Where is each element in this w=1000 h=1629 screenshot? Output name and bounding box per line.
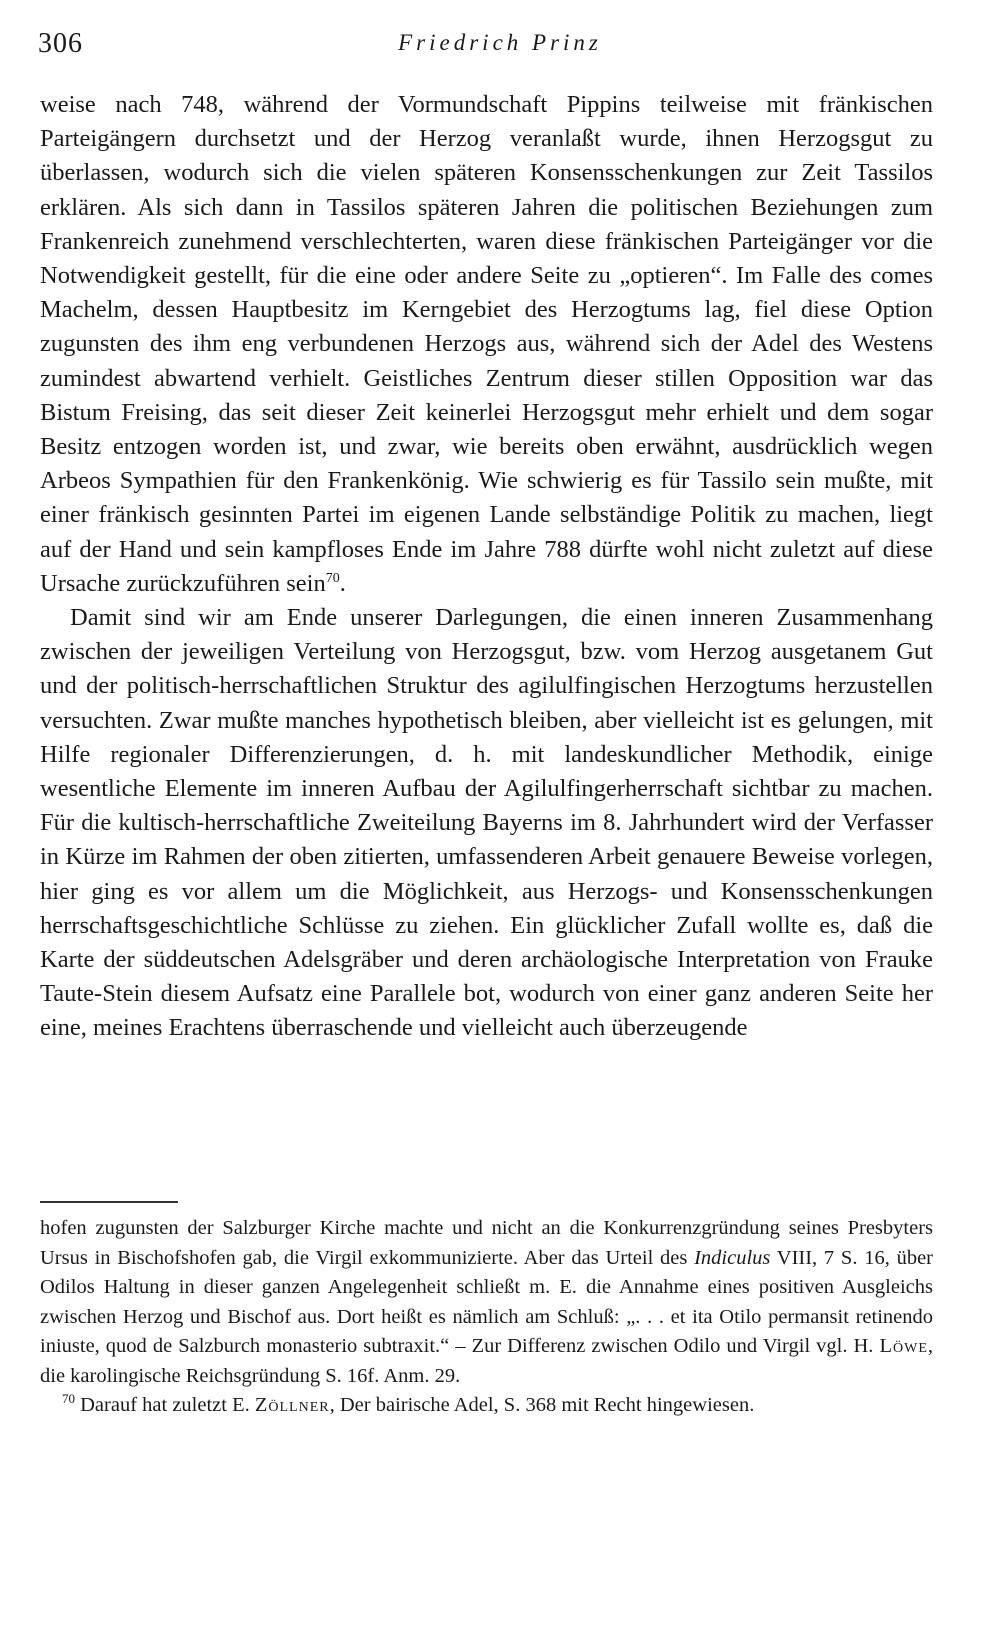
footnote-italic-title: Indiculus	[694, 1246, 771, 1269]
page-number: 306	[38, 28, 83, 59]
footnote-70	[40, 1391, 933, 1421]
footnote-continued-text-2: VIII, 7 S. 16, über Odilos Haltung in dieser ganzen Angelegenheit schließt m. E. die Annahme eines positiven Ausgleichs zwischen Herzog und Bischof aus. Dort heißt es nämlich am Schluß: „. . . et ita Otilo permansit retinendo iniuste, quod de Salzburch monasterio subtraxit.“ – Zur Differenz zwischen Odilo und Virgil vgl. H.	[40, 1246, 933, 1357]
footnote-70-text-1: Darauf hat zuletzt E.	[75, 1394, 255, 1416]
footnote-author-loewe: Löwe	[879, 1335, 928, 1357]
page-header	[0, 0, 1000, 70]
footnotes	[40, 1214, 933, 1421]
footnote-separator	[40, 1201, 178, 1203]
footnote-continued-text-1: hofen zugunsten der Salzburger Kirche machte und nicht an die Konkurrenzgründung seines Presbyters Ursus in Bischofshofen gab, die Virgil exkommunizierte. Aber das Urteil des	[40, 1217, 933, 1269]
footnote-ref-70[interactable]: 70	[325, 570, 340, 586]
main-text	[40, 88, 933, 1046]
paragraph-1-end: .	[339, 569, 346, 597]
paragraph-1	[40, 88, 933, 601]
running-head: Friedrich Prinz	[398, 30, 602, 55]
footnote-continued	[40, 1214, 933, 1391]
footnote-70-text-2: , Der bairische Adel, S. 368 mit Recht hingewiesen.	[329, 1394, 755, 1416]
paragraph-1-text: weise nach 748, während der Vormundschaft Pippins teilweise mit fränkischen Parteigängern durchsetzt und der Herzog veranlaßt wurde, ihnen Herzogsgut zu überlassen, wodurch sich die vielen späteren Konsensschenkungen zur Zeit Tassilos erklären. Als sich dann in Tassilos späteren Jahren die politischen Beziehungen zum Frankenreich zunehmend verschlechterten, waren diese fränkischen Parteigänger vor die Notwendigkeit gestellt, für die eine oder andere Seite zu „optieren“. Im Falle des comes Machelm, dessen Hauptbesitz im Kerngebiet des Herzogtums lag, fiel diese Option zugunsten des ihm eng verbundenen Herzogs aus, während sich der Adel des Westens zumindest abwartend verhielt. Geistliches Zentrum dieser stillen Opposition war das Bistum Freising, das seit dieser Zeit keinerlei Herzogsgut mehr erhielt und dem sogar Besitz entzogen worden ist, und zwar, wie bereits oben erwähnt, ausdrücklich wegen Arbeos Sympathien für den Frankenkönig. Wie schwierig es für Tassilo sein mußte, mit einer fränkisch gesinnten Partei im eigenen Lande selbständige Politik zu machen, liegt auf der Hand und sein kampfloses Ende im Jahre 788 dürfte wohl nicht zuletzt auf diese Ursache zurückzuführen sein	[40, 91, 933, 597]
footnote-70-number: 70	[62, 1391, 75, 1407]
footnote-author-zoellner: Zöllner	[254, 1394, 330, 1416]
paragraph-2: Damit sind wir am Ende unserer Darlegungen, die einen inneren Zusammenhang zwischen der jeweiligen Verteilung von Herzogsgut, bzw. vom Herzog ausgetanem Gut und der politisch-herrschaftlichen Struktur des agilulfingischen Herzogtums herzustellen versuchten. Zwar mußte manches hypothetisch bleiben, aber vielleicht ist es gelungen, mit Hilfe regionaler Differenzierungen, d. h. mit landeskundlicher Methodik, einige wesentliche Elemente im inneren Aufbau der Agilulfingerherrschaft sichtbar zu machen. Für die kultisch-herrschaftliche Zweiteilung Bayerns im 8. Jahrhundert wird der Verfasser in Kürze im Rahmen der oben zitierten, umfassenderen Arbeit genauere Beweise vorlegen, hier ging es vor allem um die Möglichkeit, aus Herzogs- und Konsensschenkungen herrschaftsgeschichtliche Schlüsse zu ziehen. Ein glücklicher Zufall wollte es, daß die Karte der süddeutschen Adelsgräber und deren archäologische Interpretation von Frauke Taute-Stein diesem Aufsatz eine Parallele bot, wodurch von einer ganz anderen Seite her eine, meines Erachtens überraschende und vielleicht auch überzeugende	[40, 604, 933, 1042]
footnote-continued-text-3: , die karolingische Reichsgründung S. 16f. Anm. 29.	[40, 1335, 933, 1387]
